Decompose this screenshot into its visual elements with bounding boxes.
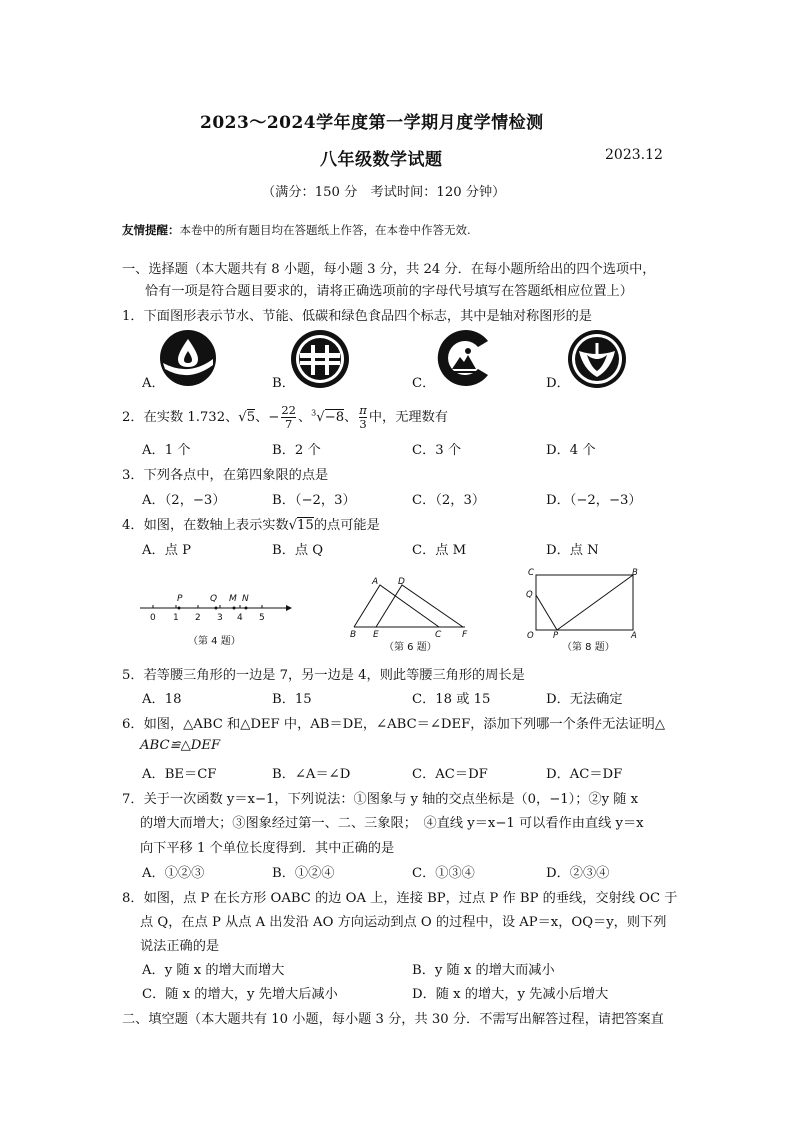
q2-pi-num: π [359, 403, 367, 417]
q6-line1: 6．如图，△ABC 和△DEF 中，AB＝DE，∠ABC＝∠DEF，添加下列哪一个条件无法证明△ [122, 717, 666, 732]
q2-pi-den: 3 [359, 417, 367, 431]
q1-label-a: A． [142, 376, 165, 391]
q1-label-b: B． [272, 376, 295, 391]
fig6-label-b: B [350, 630, 357, 640]
q6-option-b: B．∠A＝∠D [272, 767, 351, 782]
exam-title: 2023～2024学年度第一学期月度学情检测 [200, 113, 544, 133]
q2-frac-num: 22 [281, 403, 296, 417]
q3-stem: 3．下列各点中，在第四象限的点是 [122, 468, 329, 483]
fig6-caption: （第 6 题） [384, 642, 437, 653]
exam-subtitle: 八年级数学试题 [320, 150, 443, 170]
q8-option-c: C．随 x 的增大，y 先增大后减小 [142, 987, 338, 1002]
q4-stem-suffix: 的点可能是 [313, 518, 380, 533]
fig8-caption: （第 8 题） [562, 642, 615, 653]
q5-option-d: D．无法确定 [546, 692, 623, 707]
q2-pi-fraction [359, 404, 367, 431]
q2-cbrt-radicand: −8 [324, 410, 345, 425]
fig4-caption: （第 4 题） [188, 636, 241, 647]
q4-option-d: D．点 N [546, 543, 599, 558]
fig8-label-b: B [632, 568, 638, 578]
q5-option-b: B．15 [272, 692, 312, 707]
q6-option-d: D．AC＝DF [546, 767, 623, 782]
section1-line2: 恰有一项是符合题目要求的，请将正确选项前的字母代号填写在答题纸相应位置上） [145, 284, 633, 299]
figure-6-triangles [342, 572, 482, 656]
notice-label: 友情提醒： [122, 223, 180, 237]
q8-line3: 说法正确的是 [140, 939, 220, 954]
fig8-label-o: O [527, 631, 534, 641]
q8-option-b: B．y 随 x 的增大而减小 [412, 963, 555, 978]
q7-line1: 7．关于一次函数 y＝x−1，下列说法：①图象与 y 轴的交点坐标是（0，−1）；②y 随 x [122, 792, 639, 807]
q7-line2: 的增大而增大；③图象经过第一、二、三象限； ④直线 y＝x−1 可以看作由直线 y＝x [140, 816, 644, 831]
q8-line1: 8．如图，点 P 在长方形 OABC 的边 OA 上，连接 BP，过点 P 作 BP 的垂线，交射线 OC 于 [122, 891, 678, 906]
fig4-tick-4: 4 [237, 613, 243, 623]
fig4-tick-5: 5 [259, 613, 265, 623]
fig4-point-n: N [242, 594, 249, 604]
fig4-tick-0: 0 [150, 613, 156, 623]
fig6-label-a: A [372, 577, 379, 587]
fig6-label-c: C [435, 630, 442, 640]
q3-option-c: C．（2，3） [412, 493, 486, 508]
q7-option-c: C．①③④ [412, 866, 475, 881]
q8-option-d: D．随 x 的增大，y 先减小后增大 [412, 987, 609, 1002]
section2-line1: 二、填空题（本大题共有 10 小题，每小题 3 分，共 30 分．不需写出解答过程，请把答案直 [122, 1012, 664, 1027]
q2-sqrt5: √5 [238, 410, 256, 425]
q8-line2: 点 Q，在点 P 从点 A 出发沿 AO 方向运动到点 O 的过程中，设 AP＝x，OQ＝y，则下列 [140, 915, 667, 930]
q8-option-a: A．y 随 x 的增大而增大 [142, 963, 285, 978]
fig8-label-q: Q [526, 590, 533, 600]
q2-option-a: A．1 个 [142, 443, 191, 458]
green-food-logo-icon [567, 329, 627, 389]
q4-stem [122, 514, 380, 533]
notice [122, 222, 471, 238]
fig6-label-f: F [462, 630, 468, 640]
exam-info: （满分：150 分 考试时间：120 分钟） [262, 185, 506, 200]
q4-sqrt: √15 [288, 518, 314, 533]
q3-option-b: B．（−2，3） [272, 493, 356, 508]
fig4-tick-2: 2 [195, 613, 201, 623]
q1-label-d: D． [546, 376, 570, 391]
q3-option-a: A．（2，−3） [142, 493, 226, 508]
q6-option-a: A．BE＝CF [142, 767, 217, 782]
q2-stem-prefix: 2．在实数 1.732、 [122, 410, 239, 425]
fig4-point-p: P [177, 594, 183, 604]
q7-line3: 向下平移 1 个单位长度得到．其中正确的是 [140, 841, 395, 856]
fig6-label-d: D [398, 577, 405, 587]
q5-option-a: A．18 [142, 692, 182, 707]
q6-option-c: C．AC＝DF [412, 767, 488, 782]
q2-fraction [281, 404, 296, 431]
q7-option-b: B．①②④ [272, 866, 335, 881]
fig4-point-q: Q [210, 594, 218, 604]
fig8-label-c: C [528, 568, 534, 578]
q5-option-c: C．18 或 15 [412, 692, 491, 707]
q2-sqrt5-radicand: 5 [246, 410, 256, 425]
figure-4-number-line [136, 588, 296, 652]
q2-stem-suffix: 中，无理数有 [368, 410, 448, 425]
fig4-tick-1: 1 [173, 613, 179, 623]
fig4-point-m: M [229, 594, 237, 604]
q2-stem: 2．在实数 1.732、√5、− $\frac{22}{7}$ 、$^3$√−8、 $\frac{\pi}{3}$ 中，无理数有 [122, 403, 448, 431]
q2-option-b: B．2 个 [272, 443, 321, 458]
q1-stem: 1．下面图形表示节水、节能、低碳和绿色食品四个标志，其中是轴对称图形的是 [122, 309, 592, 324]
q4-option-c: C．点 M [412, 543, 467, 558]
q4-option-b: B．点 Q [272, 543, 324, 558]
q2-cbrt: $^3$√−8 [311, 408, 345, 425]
q6-line2: ABC≌△DEF [140, 738, 221, 753]
q4-option-a: A．点 P [142, 543, 191, 558]
q1-label-c: C． [412, 376, 436, 391]
section1-line1: 一、选择题（本大题共有 8 小题，每小题 3 分，共 24 分．在每小题所给出的四个选项中， [122, 262, 656, 277]
fig6-label-e: E [373, 630, 379, 640]
fig8-label-a: A [631, 631, 637, 641]
exam-date: 2023.12 [605, 147, 663, 163]
q4-radicand: 15 [297, 518, 314, 533]
fig4-tick-3: 3 [217, 613, 223, 623]
q4-stem-prefix: 4．如图，在数轴上表示实数 [122, 518, 289, 533]
q5-stem: 5．若等腰三角形的一边是 7，另一边是 4，则此等腰三角形的周长是 [122, 668, 525, 683]
q7-option-d: D．②③④ [546, 866, 610, 881]
energy-saving-logo-icon [290, 329, 350, 389]
figure-8-rectangle [520, 566, 650, 656]
q2-option-c: C．3 个 [412, 443, 462, 458]
notice-text: 本卷中的所有题目均在答题纸上作答，在本卷中作答无效. [179, 223, 471, 237]
q7-option-a: A．①②③ [142, 866, 205, 881]
q3-option-d: D．（−2，−3） [546, 493, 642, 508]
q2-frac-den: 7 [284, 417, 293, 431]
q2-option-d: D．4 个 [546, 443, 596, 458]
low-carbon-logo-icon [432, 327, 494, 389]
fig8-label-p: P [553, 631, 559, 641]
water-saving-logo-icon [159, 329, 217, 387]
